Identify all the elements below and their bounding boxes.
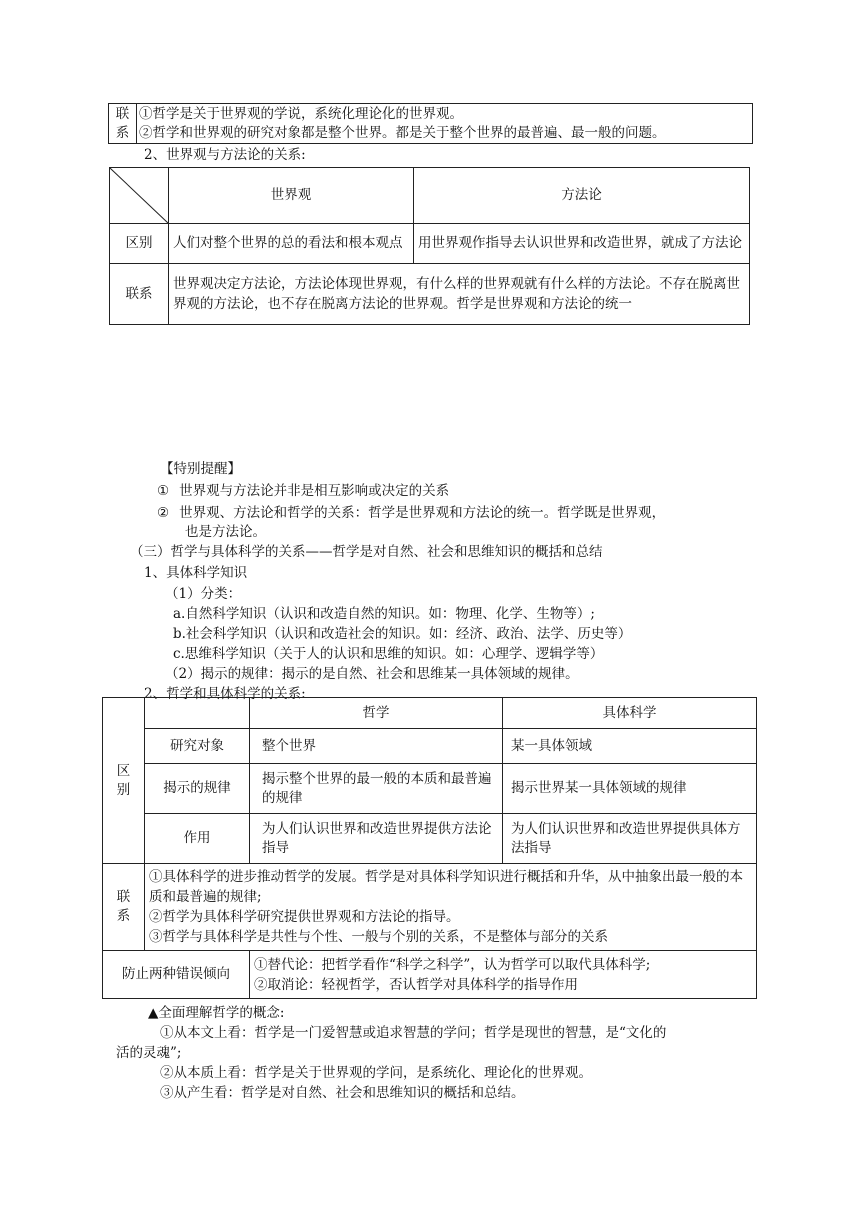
- section-3-item-c: c.思维科学知识（关于人的认识和思维的知识。如：心理学、逻辑学等）: [173, 646, 604, 662]
- reminder-item-2: [157, 503, 665, 523]
- section-3-sub2: 2、哲学和具体科学的关系:: [144, 686, 306, 702]
- prevent-item-2: ②取消论：轻视哲学，否认哲学对具体科学的指导作用: [254, 976, 578, 993]
- difference-label-char1: 区: [116, 762, 131, 779]
- row-label-research-object: 研究对象: [145, 729, 250, 764]
- reminder-item-2-text: 世界观、方法论和哲学的关系：哲学是世界观和方法论的统一。哲学既是世界观，: [179, 505, 666, 521]
- connection-text: 世界观决定方法论，方法论体现世界观，有什么样的世界观就有什么样的方法论。不存在脱离世界观的方法论，也不存在脱离方法论的世界观。哲学是世界观和方法论的统一: [169, 264, 750, 325]
- section-3-sub1: 1、具体科学知识: [144, 565, 248, 581]
- understanding-item-1-cont: 活的灵魂”;: [116, 1045, 182, 1061]
- reminder-item-1-text: 世界观与方法论并非是相互影响或决定的关系: [179, 483, 450, 499]
- diagonal-header-cell: [110, 168, 169, 224]
- table-philosophy-worldview-connection: [108, 103, 753, 144]
- section-3-classify: （1）分类：: [165, 586, 242, 602]
- table-worldview-methodology: [109, 167, 750, 325]
- connection-content-cell-2: [145, 864, 757, 951]
- understanding-item-1: ①从本文上看：哲学是一门爱智慧或追求智慧的学问；哲学是现世的智慧，是“文化的: [160, 1025, 667, 1041]
- reminder-item-1: [157, 481, 449, 501]
- section-3-item-a: a.自然科学知识（认识和改造自然的知识。如：物理、化学、生物等）;: [173, 606, 595, 622]
- difference-label-char2: 别: [116, 781, 131, 798]
- section-3-title: （三）哲学与具体科学的关系——哲学是对自然、社会和思维知识的概括和总结: [130, 544, 603, 560]
- difference-worldview: 人们对整个世界的总的看法和根本观点: [169, 224, 414, 264]
- header-science: 具体科学: [503, 698, 757, 729]
- connection-item-3: ③哲学与具体科学是共性与个性、一般与个别的关系，不是整体与部分的关系: [149, 929, 608, 945]
- science-laws: 揭示世界某一具体领域的规律: [503, 764, 757, 814]
- connection-content-cell: [137, 104, 753, 144]
- connection-item-2: ②哲学为具体科学研究提供世界观和方法论的指导。: [149, 909, 460, 925]
- reminder-title: 【特别提醒】: [160, 461, 241, 477]
- philosophy-laws: 揭示整个世界的最一般的本质和最普遍的规律: [250, 764, 503, 814]
- understanding-title: ▲全面理解哲学的概念:: [148, 1005, 285, 1021]
- reminder-item-2-num: ②: [157, 505, 170, 521]
- difference-methodology: 用世界观作指导去认识世界和改造世界，就成了方法论: [414, 224, 750, 264]
- section-2-title: 2、世界观与方法论的关系:: [144, 147, 306, 163]
- table-philosophy-science: [102, 697, 757, 999]
- connection-label-2-char2: 系: [116, 908, 131, 924]
- difference-label-cell: [103, 698, 145, 864]
- connection-label-char1: 联: [115, 105, 130, 122]
- header-philosophy: 哲学: [250, 698, 503, 729]
- header-empty-cell: [145, 698, 250, 729]
- header-methodology: 方法论: [414, 168, 750, 224]
- prevent-item-1: ①替代论：把哲学看作“科学之科学”，认为哲学可以取代具体科学;: [254, 956, 651, 973]
- row-label-connection: 联系: [110, 264, 169, 325]
- science-function: 为人们认识世界和改造世界提供具体方法指导: [503, 814, 757, 864]
- connection-line-2: ②哲学和世界观的研究对象都是整个世界。都是关于整个世界的最普遍、最一般的问题。: [139, 124, 666, 141]
- prevent-label: 防止两种错误倾向: [103, 951, 250, 999]
- connection-label-2-char1: 联: [116, 889, 131, 905]
- connection-label-cell-2: [103, 864, 145, 951]
- reminder-item-2-cont: 也是方法论。: [185, 524, 266, 540]
- philosophy-research-object: 整个世界: [250, 729, 503, 764]
- section-3-law: （2）揭示的规律：揭示的是自然、社会和思维某一具体领域的规律。: [165, 666, 579, 682]
- understanding-item-2: ②从本质上看：哲学是关于世界观的学问，是系统化、理论化的世界观。: [160, 1065, 592, 1081]
- diagonal-line: [110, 168, 169, 224]
- science-research-object: 某一具体领域: [503, 729, 757, 764]
- row-label-difference: 区别: [110, 224, 169, 264]
- understanding-item-3: ③从产生看：哲学是对自然、社会和思维知识的概括和总结。: [160, 1085, 525, 1101]
- header-worldview: 世界观: [169, 168, 414, 224]
- connection-line-1: ①哲学是关于世界观的学说，系统化理论化的世界观。: [139, 105, 463, 122]
- row-label-function: 作用: [145, 814, 250, 864]
- connection-item-1: ①具体科学的进步推动哲学的发展。哲学是对具体科学知识进行概括和升华，从中抽象出最一般的本质和最普遍的规律;: [149, 869, 743, 905]
- connection-label-cell: [109, 104, 137, 144]
- reminder-item-1-num: ①: [157, 483, 170, 499]
- prevent-content-cell: [250, 951, 757, 999]
- row-label-laws: 揭示的规律: [145, 764, 250, 814]
- connection-label-char2: 系: [115, 124, 130, 141]
- section-3-item-b: b.社会科学知识（认识和改造社会的知识。如：经济、政治、法学、历史等）: [173, 626, 632, 642]
- philosophy-function: 为人们认识世界和改造世界提供方法论指导: [250, 814, 503, 864]
